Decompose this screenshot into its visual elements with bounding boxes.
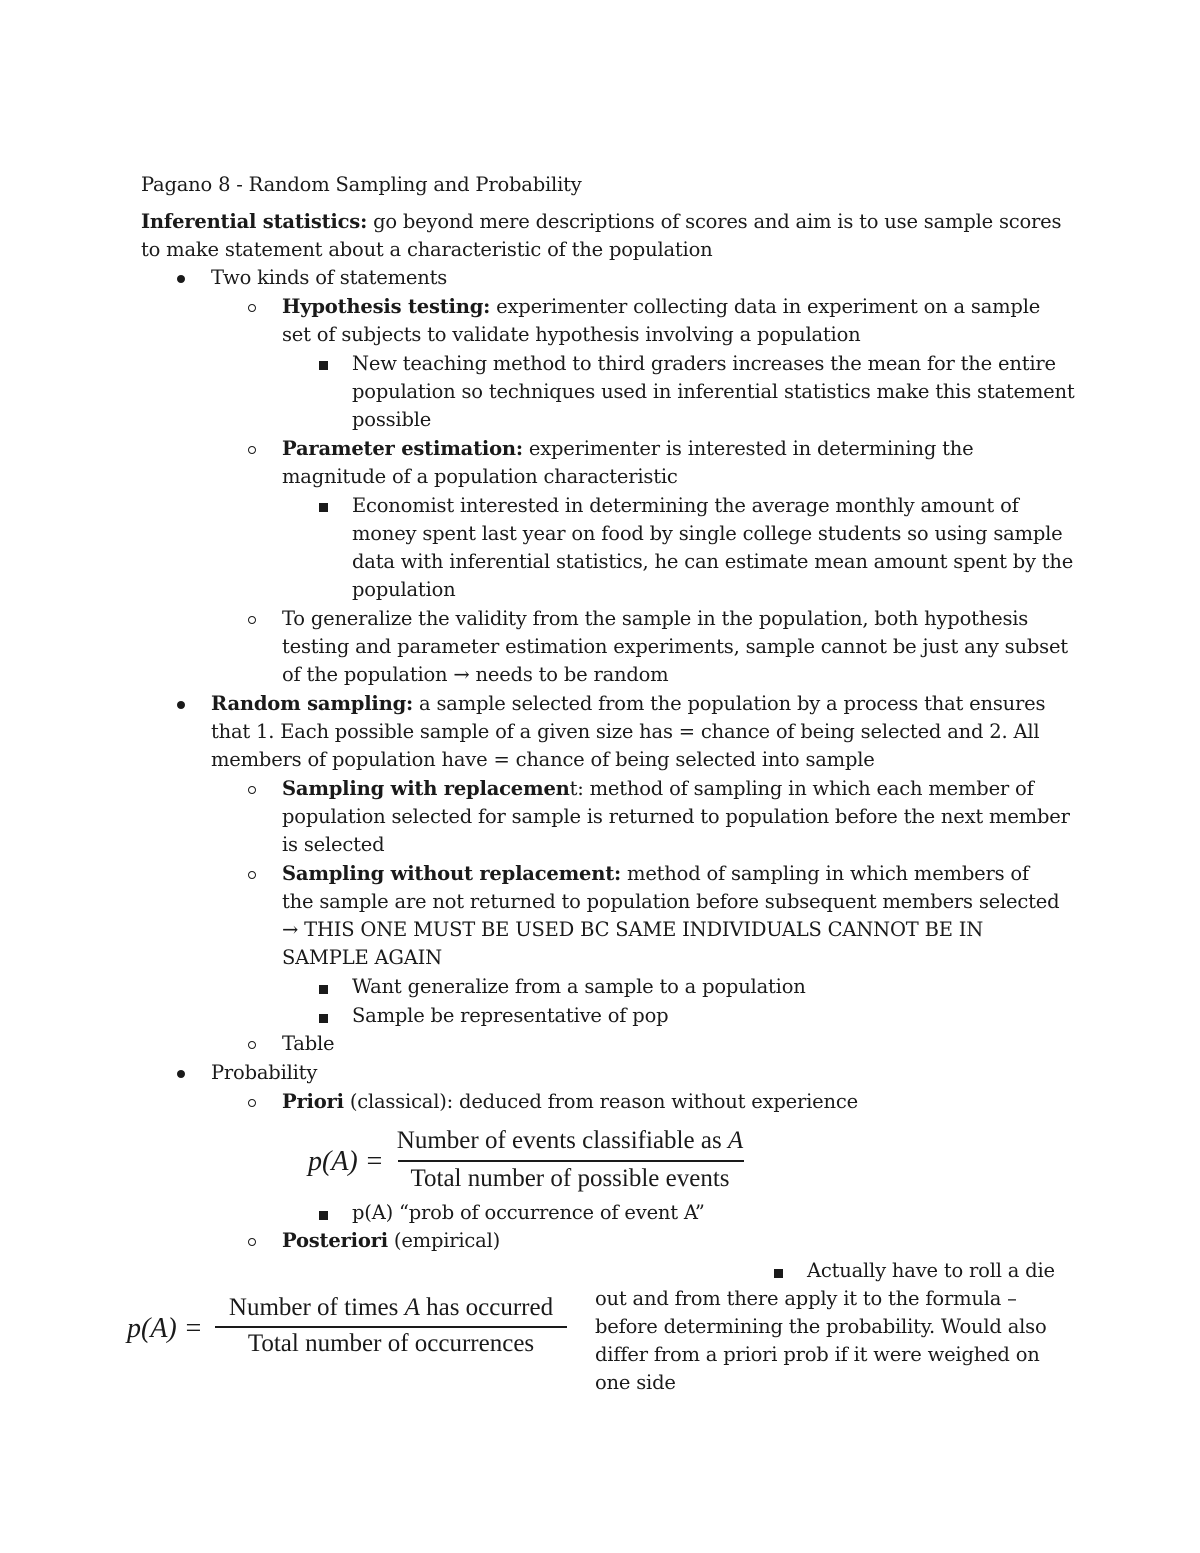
probability-item: Probability xyxy=(211,1061,318,1084)
parameter-example-line4: population xyxy=(352,578,456,601)
parameter-example-line3: data with inferential statistics, he can estimate mean amount spent by the xyxy=(352,550,1074,573)
two-kinds-text: Two kinds of statements xyxy=(211,266,448,289)
posteriori-line xyxy=(282,1227,500,1255)
bullet-circle xyxy=(248,446,256,454)
posteriori-formula-lhs: p(A) = xyxy=(127,1313,203,1344)
priori-text: (classical): deduced from reason without experience xyxy=(343,1090,858,1113)
priori-formula-denominator: Total number of possible events xyxy=(410,1165,730,1192)
bullet-square xyxy=(774,1269,783,1278)
priori-line xyxy=(282,1088,858,1116)
posteriori-formula-denominator: Total number of occurrences xyxy=(247,1330,535,1357)
without-replacement-line2: the sample are not returned to population before subsequent members selected xyxy=(282,890,1060,913)
posteriori-term: Posteriori xyxy=(282,1229,388,1252)
without-replacement-line3: → THIS ONE MUST BE USED BC SAME INDIVIDUALS CANNOT BE IN xyxy=(282,918,984,941)
inferential-def-line2: to make statement about a characteristic of the population xyxy=(141,238,713,261)
parameter-example-line2: money spent last year on food by single college students so using sample xyxy=(352,522,1063,545)
bullet-circle xyxy=(248,871,256,879)
parameter-line2: magnitude of a population characteristic xyxy=(282,465,678,488)
hypothesis-text: experimenter collecting data in experiment on a sample xyxy=(490,295,1041,318)
posteriori-formula xyxy=(127,1293,572,1363)
posteriori-note-line5: one side xyxy=(595,1371,676,1394)
random-sampling-line3: members of population have = chance of being selected into sample xyxy=(211,748,875,771)
inferential-definition xyxy=(141,208,1061,236)
priori-formula-lhs: p(A) = xyxy=(308,1146,384,1177)
without-replacement-line1 xyxy=(282,860,1029,888)
hypothesis-example-line1: New teaching method to third graders increases the mean for the entire xyxy=(352,352,1056,375)
bullet-circle xyxy=(248,616,256,624)
priori-term: Priori xyxy=(282,1090,344,1113)
hypothesis-example-line3: possible xyxy=(352,408,432,431)
inferential-def-line1: go beyond mere descriptions of scores and aim is to use sample scores xyxy=(367,210,1062,233)
bullet-square xyxy=(319,503,328,512)
with-replacement-term: Sampling with replacemen xyxy=(282,777,570,800)
random-sampling-text: a sample selected from the population by a process that ensures xyxy=(413,692,1046,715)
priori-formula xyxy=(308,1126,748,1196)
with-replacement-line2: population selected for sample is returned to population before the next member xyxy=(282,805,1070,828)
bullet-square xyxy=(319,1014,328,1023)
bullet-circle xyxy=(248,1238,256,1246)
parameter-example-line1: Economist interested in determining the average monthly amount of xyxy=(352,494,1019,517)
bullet-dot xyxy=(177,275,185,283)
bullet-square xyxy=(319,361,328,370)
without-replacement-term: Sampling without replacement: xyxy=(282,862,622,885)
random-sampling-term: Random sampling: xyxy=(211,692,414,715)
page-title: Pagano 8 - Random Sampling and Probability xyxy=(141,173,582,196)
posteriori-text: (empirical) xyxy=(387,1229,501,1252)
parameter-line1 xyxy=(282,435,973,463)
without-replacement-sub2: Sample be representative of pop xyxy=(352,1004,669,1027)
bullet-circle xyxy=(248,304,256,312)
priori-note: p(A) “prob of occurrence of event A” xyxy=(352,1201,705,1224)
bullet-square xyxy=(319,1211,328,1220)
fraction-bar xyxy=(215,1326,567,1328)
generalize-line1: To generalize the validity from the sample in the population, both hypothesis xyxy=(282,607,1029,630)
bullet-dot xyxy=(177,1070,185,1078)
priori-formula-numerator: Number of events classifiable as A xyxy=(396,1127,744,1154)
parameter-text: experimenter is interested in determining the xyxy=(522,437,974,460)
with-replacement-term-tail: t: xyxy=(569,777,584,800)
hypothesis-example-line2: population so techniques used in inferential statistics make this statement xyxy=(352,380,1075,403)
with-replacement-line3: is selected xyxy=(282,833,385,856)
fraction-bar xyxy=(398,1160,744,1162)
random-sampling-line1 xyxy=(211,690,1045,718)
bullet-circle xyxy=(248,786,256,794)
without-replacement-line4: SAMPLE AGAIN xyxy=(282,946,443,969)
with-replacement-line1 xyxy=(282,775,1034,803)
generalize-line2: testing and parameter estimation experiments, sample cannot be just any subset xyxy=(282,635,1068,658)
posteriori-note-line1: Actually have to roll a die xyxy=(807,1259,1055,1282)
hypothesis-line2: set of subjects to validate hypothesis involving a population xyxy=(282,323,861,346)
without-replacement-text: method of sampling in which members of xyxy=(621,862,1029,885)
with-replacement-text: method of sampling in which each member of xyxy=(583,777,1034,800)
without-replacement-sub1: Want generalize from a sample to a population xyxy=(352,975,806,998)
posteriori-formula-numerator: Number of times A has occurred xyxy=(228,1294,554,1321)
posteriori-note-line4: differ from a priori prob if it were weighed on xyxy=(595,1343,1040,1366)
hypothesis-line1 xyxy=(282,293,1040,321)
table-item: Table xyxy=(282,1032,335,1055)
inferential-term: Inferential statistics: xyxy=(141,210,368,233)
parameter-term: Parameter estimation: xyxy=(282,437,523,460)
posteriori-note-line2: out and from there apply it to the formula – xyxy=(595,1287,1017,1310)
random-sampling-line2: that 1. Each possible sample of a given size has = chance of being selected and 2. All xyxy=(211,720,1040,743)
bullet-dot xyxy=(177,701,185,709)
hypothesis-term: Hypothesis testing: xyxy=(282,295,491,318)
posteriori-note-line3: before determining the probability. Would also xyxy=(595,1315,1047,1338)
generalize-line3: of the population → needs to be random xyxy=(282,663,669,686)
bullet-square xyxy=(319,985,328,994)
bullet-circle xyxy=(248,1041,256,1049)
bullet-circle xyxy=(248,1099,256,1107)
